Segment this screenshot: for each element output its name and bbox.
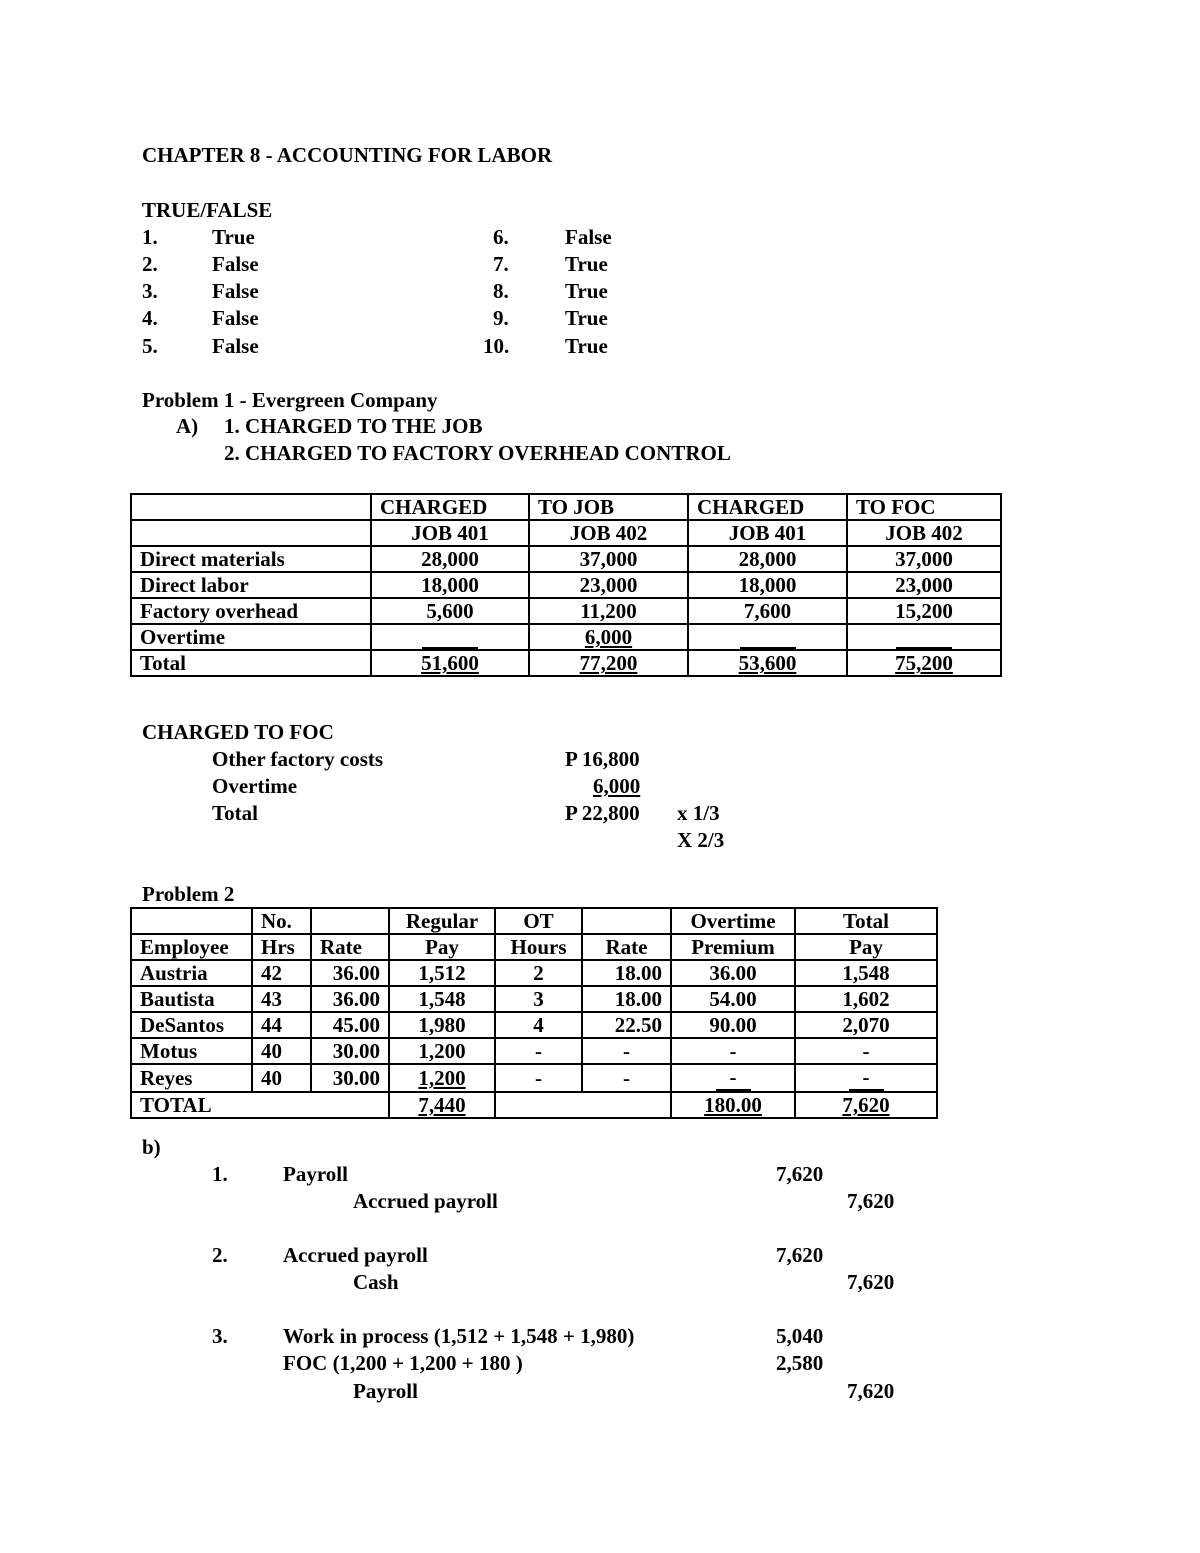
table-cell: -: [671, 1038, 795, 1064]
entry-number: 2.: [212, 1243, 228, 1267]
tf-answer: False: [212, 306, 259, 330]
table-cell: [795, 1064, 937, 1092]
tf-num: 10.: [483, 334, 510, 358]
table-cell: 36.00: [671, 960, 795, 986]
foc-heading: CHARGED TO FOC: [142, 720, 334, 744]
total-premium: 180.00: [671, 1092, 795, 1118]
tf-answer: True: [565, 252, 608, 276]
table-cell: 4: [495, 1012, 582, 1038]
total-label: TOTAL: [131, 1092, 389, 1118]
entry-account: Payroll: [283, 1162, 348, 1186]
table-cell: Overtime: [671, 908, 795, 934]
table-cell: 40: [252, 1038, 311, 1064]
entry-credit: 7,620: [847, 1379, 895, 1403]
table-row: [131, 986, 937, 1012]
foc-line-amount: P 16,800: [565, 747, 640, 771]
tf-num: 2.: [142, 252, 158, 276]
table-cell: -: [495, 1064, 582, 1092]
table-cell: 75,200: [847, 650, 1001, 676]
table-cell: 3: [495, 986, 582, 1012]
table-row: [131, 572, 1001, 598]
entry-account: FOC (1,200 + 1,200 + 180 ): [283, 1351, 523, 1375]
table-cell: [847, 624, 1001, 650]
tf-num: 5.: [142, 334, 158, 358]
table-cell: JOB 402: [847, 520, 1001, 546]
table-total-row: [131, 650, 1001, 676]
entry-account: Cash: [353, 1270, 399, 1294]
table-cell: 36.00: [311, 986, 389, 1012]
tf-answer: False: [212, 279, 259, 303]
table-cell: -: [795, 1038, 937, 1064]
table-cell: 22.50: [582, 1012, 671, 1038]
table-cell: OT: [495, 908, 582, 934]
entry-account: Work in process (1,512 + 1,548 + 1,980): [283, 1324, 635, 1348]
table-row: [131, 1012, 937, 1038]
row-label: Overtime: [131, 624, 371, 650]
table-cell: [131, 494, 371, 520]
entry-debit: 7,620: [776, 1243, 824, 1267]
table-cell: CHARGED: [371, 494, 529, 520]
table-cell: 30.00: [311, 1064, 389, 1092]
table-cell: JOB 402: [529, 520, 688, 546]
tf-answer: False: [212, 334, 259, 358]
table-cell: TO JOB: [529, 494, 688, 520]
table-cell: [529, 624, 688, 650]
table-cell: 90.00: [671, 1012, 795, 1038]
employee-name: DeSantos: [131, 1012, 252, 1038]
tf-num: 7.: [493, 252, 509, 276]
foc-line-amount: 6,000: [593, 774, 641, 798]
entry-number: 1.: [212, 1162, 228, 1186]
table-cell: 1,200: [389, 1064, 495, 1092]
table-row: [131, 598, 1001, 624]
table-cell: 45.00: [311, 1012, 389, 1038]
table-cell: 11,200: [529, 598, 688, 624]
table-cell: Rate: [582, 934, 671, 960]
table-cell: 15,200: [847, 598, 1001, 624]
table-cell: 7,600: [688, 598, 847, 624]
table-cell: 5,600: [371, 598, 529, 624]
table-cell: TO FOC: [847, 494, 1001, 520]
table-cell: 23,000: [847, 572, 1001, 598]
table-cell: 37,000: [529, 546, 688, 572]
table-cell: 36.00: [311, 960, 389, 986]
table-cell: -: [495, 1038, 582, 1064]
table-cell: Employee: [131, 934, 252, 960]
table-cell: [131, 908, 252, 934]
row-label: Direct materials: [131, 546, 371, 572]
row-label: Factory overhead: [131, 598, 371, 624]
table-cell: 77,200: [529, 650, 688, 676]
table-cell: Regular: [389, 908, 495, 934]
tf-answer: True: [565, 279, 608, 303]
foc-line-label: Total: [212, 801, 258, 825]
tf-answer: False: [565, 225, 612, 249]
table-cell: 1,980: [389, 1012, 495, 1038]
tf-num: 3.: [142, 279, 158, 303]
dash-value: -: [849, 1065, 884, 1091]
table-cell: Total: [795, 908, 937, 934]
table-cell: 18,000: [688, 572, 847, 598]
table-row: [131, 1038, 937, 1064]
row-label: Direct labor: [131, 572, 371, 598]
table-cell: 54.00: [671, 986, 795, 1012]
total-pay: 7,620: [795, 1092, 937, 1118]
table-total-row: [131, 1092, 937, 1118]
table-cell: 43: [252, 986, 311, 1012]
table-cell: Pay: [389, 934, 495, 960]
table-cell: -: [582, 1064, 671, 1092]
table-row: [131, 546, 1001, 572]
table-header-row: [131, 494, 1001, 520]
table-cell: 1,512: [389, 960, 495, 986]
table-row: [131, 960, 937, 986]
entry-account: Accrued payroll: [283, 1243, 428, 1267]
table-cell: [495, 1092, 671, 1118]
dash-value: -: [716, 1065, 751, 1091]
problem1-part-a-label: A): [176, 414, 199, 438]
employee-name: Reyes: [131, 1064, 252, 1092]
table-cell: 28,000: [371, 546, 529, 572]
problem1-line2: 2. CHARGED TO FACTORY OVERHEAD CONTROL: [224, 441, 731, 465]
table-cell: [688, 624, 847, 650]
problem2-title: Problem 2: [142, 882, 235, 906]
tf-answer: True: [212, 225, 255, 249]
overtime-value: 6,000: [584, 625, 633, 649]
table-cell: 2: [495, 960, 582, 986]
table-cell: Rate: [311, 934, 389, 960]
tf-answer: False: [212, 252, 259, 276]
entry-credit: 7,620: [847, 1270, 895, 1294]
table-cell: 18,000: [371, 572, 529, 598]
employee-name: Motus: [131, 1038, 252, 1064]
chapter-title: CHAPTER 8 - ACCOUNTING FOR LABOR: [142, 143, 553, 167]
table-cell: [582, 908, 671, 934]
tf-num: 4.: [142, 306, 158, 330]
table-row: [131, 624, 1001, 650]
table-cell: 2,070: [795, 1012, 937, 1038]
table-cell: 23,000: [529, 572, 688, 598]
foc-line-label: Overtime: [212, 774, 298, 798]
problem1-line1: 1. CHARGED TO THE JOB: [224, 414, 483, 438]
part-b-label: b): [142, 1135, 161, 1159]
employee-name: Austria: [131, 960, 252, 986]
tf-num: 6.: [493, 225, 509, 249]
table-cell: Premium: [671, 934, 795, 960]
payroll-table: [130, 907, 938, 1119]
job-cost-table: [130, 493, 1002, 677]
table-cell: 18.00: [582, 986, 671, 1012]
entry-debit: 2,580: [776, 1351, 824, 1375]
entry-credit: 7,620: [847, 1189, 895, 1213]
table-cell: Pay: [795, 934, 937, 960]
table-cell: 40: [252, 1064, 311, 1092]
table-cell: 51,600: [371, 650, 529, 676]
entry-account: Accrued payroll: [353, 1189, 498, 1213]
problem1-title: Problem 1 - Evergreen Company: [142, 388, 438, 412]
table-cell: Hrs: [252, 934, 311, 960]
table-cell: 42: [252, 960, 311, 986]
table-cell: No.: [252, 908, 311, 934]
table-cell: 1,602: [795, 986, 937, 1012]
entry-account: Payroll: [353, 1379, 418, 1403]
table-cell: 1,200: [389, 1038, 495, 1064]
table-cell: [371, 624, 529, 650]
table-cell: JOB 401: [688, 520, 847, 546]
table-cell: [131, 520, 371, 546]
foc-line-amount: P 22,800: [565, 801, 640, 825]
entry-number: 3.: [212, 1324, 228, 1348]
entry-debit: 5,040: [776, 1324, 824, 1348]
table-cell: 44: [252, 1012, 311, 1038]
employee-name: Bautista: [131, 986, 252, 1012]
row-label: Total: [131, 650, 371, 676]
table-cell: CHARGED: [688, 494, 847, 520]
foc-extra-note: X 2/3: [677, 828, 725, 852]
table-cell: 37,000: [847, 546, 1001, 572]
table-cell: [311, 908, 389, 934]
tf-answer: True: [565, 334, 608, 358]
foc-line-label: Other factory costs: [212, 747, 384, 771]
foc-line-note: x 1/3: [677, 801, 720, 825]
tf-num: 8.: [493, 279, 509, 303]
table-cell: 53,600: [688, 650, 847, 676]
table-header-row: [131, 520, 1001, 546]
table-cell: Hours: [495, 934, 582, 960]
true-false-heading: TRUE/FALSE: [142, 198, 273, 222]
tf-num: 9.: [493, 306, 509, 330]
table-cell: 1,548: [795, 960, 937, 986]
table-cell: [671, 1064, 795, 1092]
table-cell: -: [582, 1038, 671, 1064]
table-cell: 30.00: [311, 1038, 389, 1064]
table-cell: 28,000: [688, 546, 847, 572]
total-regular-pay: 7,440: [389, 1092, 495, 1118]
tf-answer: True: [565, 306, 608, 330]
entry-debit: 7,620: [776, 1162, 824, 1186]
table-cell: 1,548: [389, 986, 495, 1012]
table-header-row: [131, 908, 937, 934]
table-header-row: [131, 934, 937, 960]
table-row: [131, 1064, 937, 1092]
table-cell: JOB 401: [371, 520, 529, 546]
table-cell: 18.00: [582, 960, 671, 986]
tf-num: 1.: [142, 225, 158, 249]
